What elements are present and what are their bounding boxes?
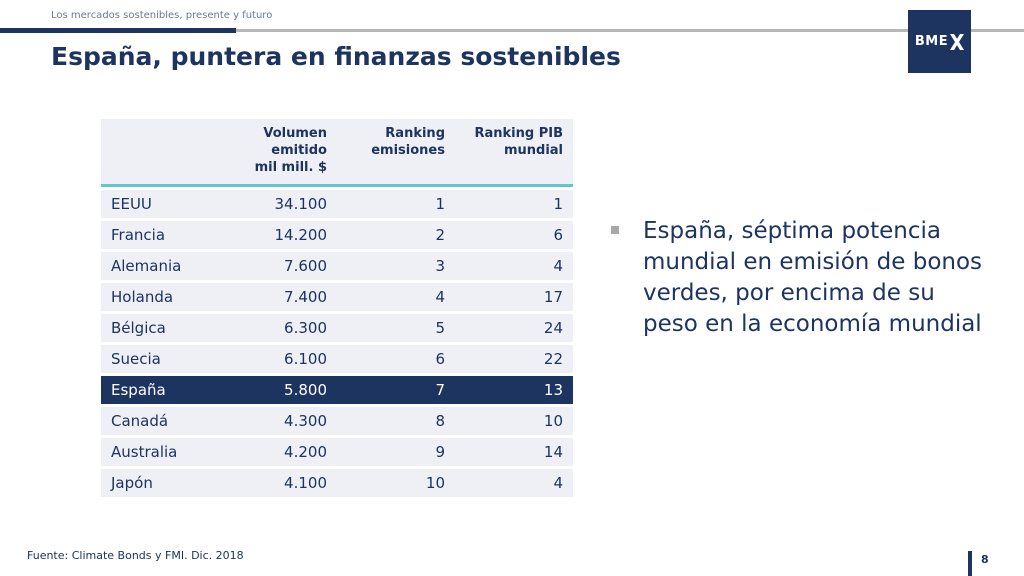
cell-country: Suecia	[101, 342, 219, 373]
cell-ranking-emissions: 10	[337, 466, 455, 497]
page-number: 8	[981, 553, 989, 566]
table-row	[101, 218, 573, 249]
table-row	[101, 342, 573, 373]
cell-volume: 4.200	[219, 435, 337, 466]
table-row	[101, 404, 573, 435]
cell-volume: 4.300	[219, 404, 337, 435]
table-row	[101, 187, 573, 218]
cell-ranking-emissions: 9	[337, 435, 455, 466]
cell-country: Australia	[101, 435, 219, 466]
cell-ranking-pib: 13	[455, 373, 573, 404]
cell-volume: 6.100	[219, 342, 337, 373]
cell-ranking-emissions: 4	[337, 280, 455, 311]
cell-country: EEUU	[101, 187, 219, 218]
cell-volume: 4.100	[219, 466, 337, 497]
bullet-square-icon	[611, 226, 619, 234]
table-row	[101, 373, 573, 404]
table-row	[101, 311, 573, 342]
table-row	[101, 280, 573, 311]
cell-volume: 14.200	[219, 218, 337, 249]
header-ranking-pib: Ranking PIB mundial	[455, 119, 573, 187]
cell-ranking-emissions: 6	[337, 342, 455, 373]
cell-ranking-pib: 6	[455, 218, 573, 249]
slide-title: España, puntera en finanzas sostenibles	[51, 42, 621, 71]
logo-text: BME	[914, 34, 949, 49]
cell-ranking-pib: 14	[455, 435, 573, 466]
cell-volume: 7.400	[219, 280, 337, 311]
page-number-bar	[968, 551, 972, 576]
cell-ranking-pib: 22	[455, 342, 573, 373]
source-note: Fuente: Climate Bonds y FMI. Dic. 2018	[27, 549, 244, 562]
bme-logo	[908, 10, 971, 73]
header-volume: Volumen emitido mil mill. $	[219, 119, 337, 187]
cell-country: España	[101, 373, 219, 404]
table-row	[101, 435, 573, 466]
table-row	[101, 466, 573, 497]
cell-ranking-pib: 10	[455, 404, 573, 435]
table-header-row	[101, 119, 573, 187]
cell-country: Holanda	[101, 280, 219, 311]
cell-volume: 34.100	[219, 187, 337, 218]
cell-volume: 5.800	[219, 373, 337, 404]
cell-country: Alemania	[101, 249, 219, 280]
green-bonds-table	[101, 119, 573, 497]
cell-country: Bélgica	[101, 311, 219, 342]
cell-country: Francia	[101, 218, 219, 249]
logo-x-icon	[950, 34, 964, 50]
cell-ranking-emissions: 1	[337, 187, 455, 218]
section-supertitle: Los mercados sostenibles, presente y futuro	[51, 10, 273, 21]
table-row	[101, 249, 573, 280]
cell-ranking-pib: 4	[455, 249, 573, 280]
header-country	[101, 119, 219, 187]
cell-ranking-emissions: 7	[337, 373, 455, 404]
header-accent-bar	[0, 28, 236, 33]
cell-ranking-emissions: 2	[337, 218, 455, 249]
cell-ranking-pib: 24	[455, 311, 573, 342]
cell-ranking-pib: 4	[455, 466, 573, 497]
cell-volume: 6.300	[219, 311, 337, 342]
header-ranking-emissions: Ranking emisiones	[337, 119, 455, 187]
cell-ranking-pib: 17	[455, 280, 573, 311]
cell-volume: 7.600	[219, 249, 337, 280]
cell-country: Canadá	[101, 404, 219, 435]
cell-ranking-emissions: 3	[337, 249, 455, 280]
cell-ranking-emissions: 8	[337, 404, 455, 435]
cell-ranking-pib: 1	[455, 187, 573, 218]
cell-ranking-emissions: 5	[337, 311, 455, 342]
bullet-point: España, séptima potencia mundial en emisión de bonos verdes, por encima de su peso en la economía mundial	[643, 218, 983, 337]
cell-country: Japón	[101, 466, 219, 497]
